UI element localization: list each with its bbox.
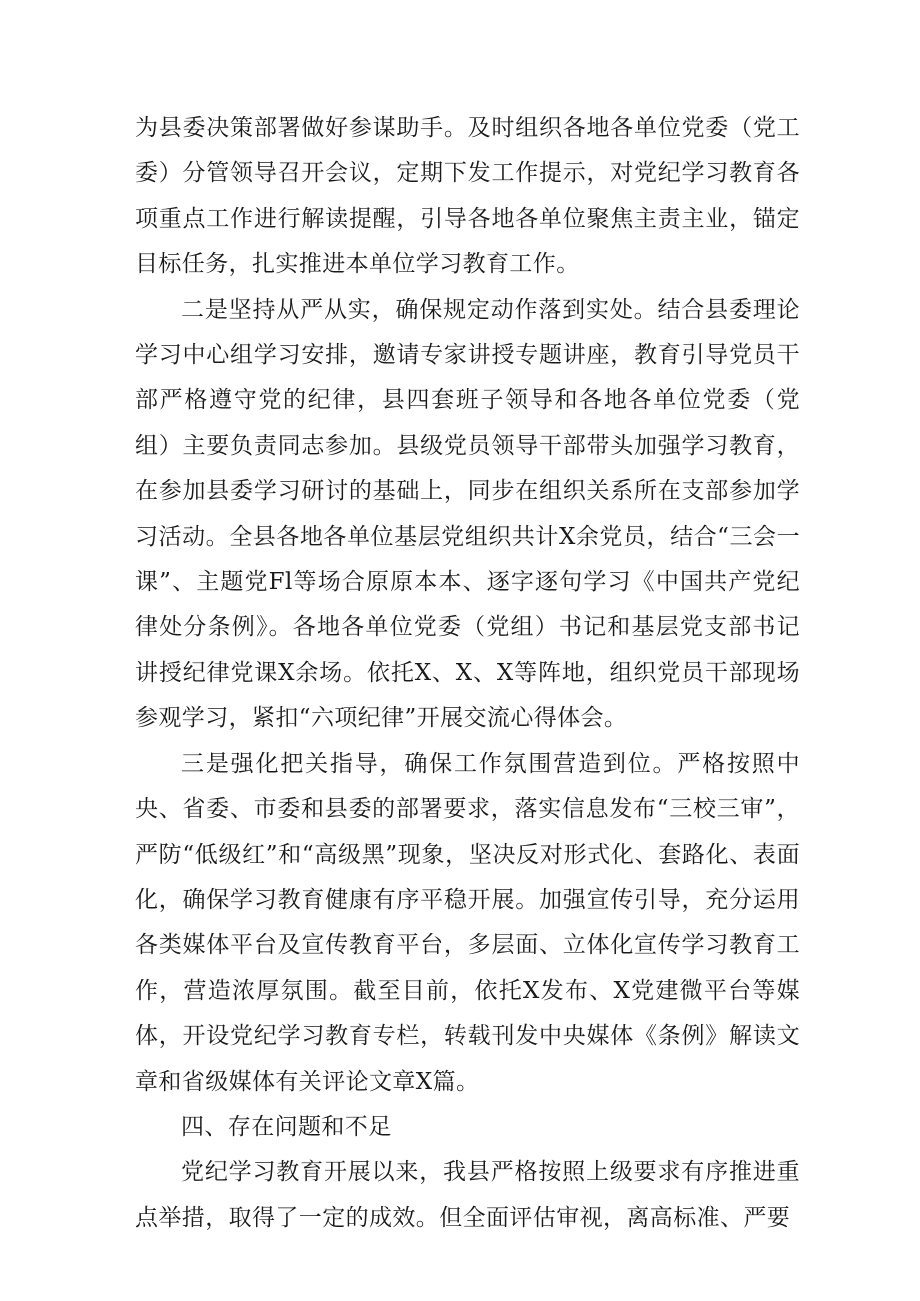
section-heading-four: 四、存在问题和不足 [181,1113,392,1140]
paragraph-point-two: 二是坚持从严从实，确保规定动作落到实处。结合县委理论学习中心组学习安排，邀请专家讲授专题讲座，教育引导党员干部严格遵守党的纪律，县四套班子领导和各地各单位党委（党组）主要负责同志参加。县级党员领导干部带头加强学习教育，在参加县委学习研讨的基础上，同步在组织关系所在支部参加学习活动。全县各地各单位基层党组织共计X余党员，结合“三会一课”、主题党Fl等场合原原本本、逐字逐句学习《中国共产党纪律处分条例》。各地各单位党委（党组）书记和基层党支部书记讲授纪律党课X余场。依托X、X、X等阵地，组织党员干部现场参观学习，紧扣“六项纪律”开展交流心得体会。 [135,296,800,732]
document-body [135,106,800,1241]
paragraph-problems-intro: 党纪学习教育开展以来，我县严格按照上级要求有序推进重点举措，取得了一定的成效。但全面评估审视，离高标准、严要 [135,1159,800,1231]
paragraph-point-three: 三是强化把关指导，确保工作氛围营造到位。严格按照中央、省委、市委和县委的部署要求，落实信息发布“三校三审”，严防“低级红”和“高级黑”现象，坚决反对形式化、套路化、表面化，确保学习教育健康有序平稳开展。加强宣传引导，充分运用各类媒体平台及宣传教育平台，多层面、立体化宣传学习教育工作，营造浓厚氛围。截至目前，依托X发布、X党建微平台等媒体，开设党纪学习教育专栏，转载刊发中央媒体《条例》解读文章和省级媒体有关评论文章X篇。 [135,750,800,1095]
paragraph-continuation: 为县委决策部署做好参谋助手。及时组织各地各单位党委（党工委）分管领导召开会议，定期下发工作提示，对党纪学习教育各项重点工作进行解读提醒，引导各地各单位聚焦主责主业，锚定目标任务，扎实推进本单位学习教育工作。 [135,115,800,278]
